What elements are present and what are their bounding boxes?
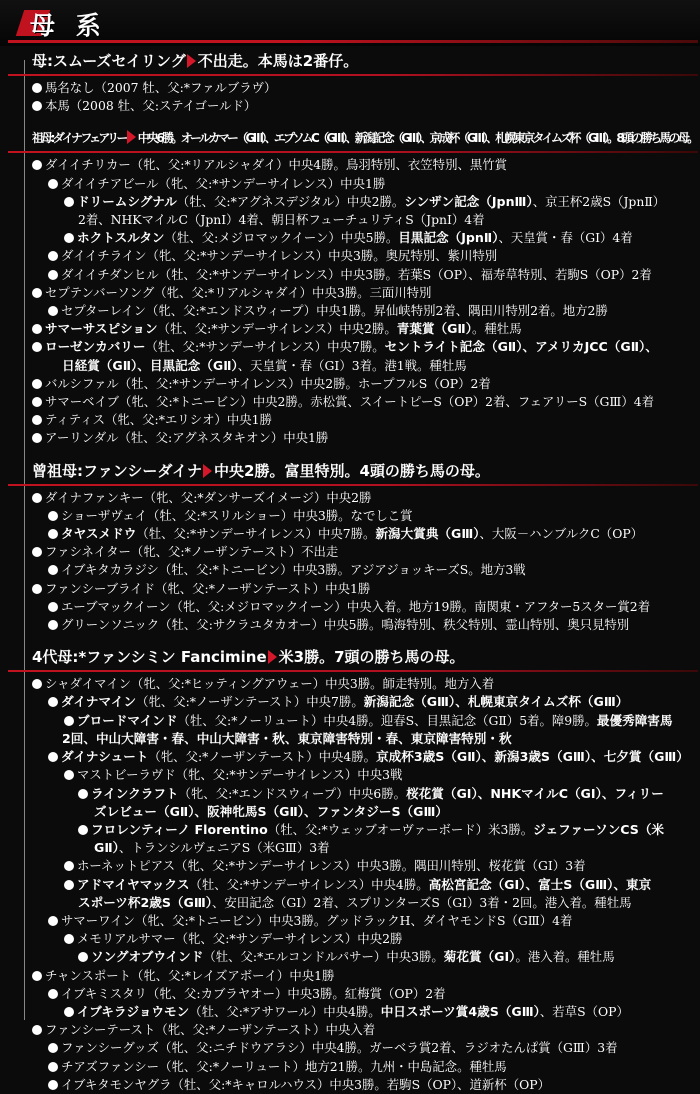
bullet-icon (64, 197, 74, 207)
dam-summary: 米3勝。7頭の勝ち馬の母。 (278, 648, 465, 667)
horse-detail: （牡、父:*スリルショー）中央3勝。なでしこ賞 (147, 507, 413, 523)
section-divider (8, 74, 698, 76)
horse-name: イブキラジョウモン (77, 1003, 190, 1019)
highlight-text: ジェファーソンCS（米 (533, 821, 665, 837)
horse-name: ダイイチダンヒル (61, 266, 159, 282)
horse-detail: 、若草S（OP） (539, 1003, 629, 1019)
horse-detail: （牝、父:*レイズアボーイ）中央1勝 (131, 967, 335, 983)
horse-detail: 、トランシルヴェニアS（米GⅢ）3着 (118, 840, 330, 856)
bullet-icon (48, 697, 58, 707)
horse-name: イブキタモンヤグラ (61, 1076, 172, 1092)
bullet-icon (48, 602, 58, 612)
horse-name: ファンシーテースト (45, 1022, 156, 1038)
section-header (32, 644, 698, 670)
list-item (26, 79, 698, 97)
horse-detail: 2着、NHKマイルC（JpnⅠ）4着、朝日杯フューチュリティS（JpnⅠ）4着 (78, 212, 485, 228)
list-item (26, 839, 698, 857)
horse-detail: 本馬（2008 牡、父:ステイゴールド） (45, 98, 257, 114)
list-item (26, 1039, 698, 1057)
horse-name: ダイナファンキー (45, 489, 144, 505)
horse-detail: 、大阪－ハンブルクC（OP） (479, 526, 644, 542)
list-item (26, 598, 698, 616)
horse-detail: （牡、父:*トニービン）中央3勝。アジアジョッキーズS。地方3戦 (158, 562, 526, 578)
highlight-text: 目黒記念（JpnⅡ） (398, 230, 499, 246)
bullet-icon (32, 493, 42, 503)
horse-name: マストビーラヴド (77, 767, 176, 783)
bullet-icon (48, 989, 58, 999)
list-item (26, 876, 698, 894)
horse-detail: （牝、父:*リアルシャダイ）中央4勝。鳥羽特別、衣笠特別、黒竹賞 (130, 157, 508, 173)
bullet-icon (32, 397, 42, 407)
pedigree-section (26, 458, 698, 645)
dam-summary: 中央6勝。オールカマー（GⅢ）、エプソムC（GⅢ）、新潟記念（GⅢ）、京成杯（GⅢ）、札幌東京タイムズ杯（GⅢ）。8頭の勝ち馬の母。 (137, 131, 697, 146)
list-item (26, 948, 698, 966)
bullet-icon (32, 288, 42, 298)
horse-detail: （牡、父:*サンデーサイレンス）中央7勝。 (136, 526, 376, 542)
horse-name: ファンシーブライド (45, 580, 155, 596)
horse-detail: （牡、父:アグネスタキオン）中央1勝 (118, 430, 329, 446)
triangle-right-icon (127, 130, 136, 144)
bullet-icon (32, 83, 42, 93)
highlight-text: 中日スポーツ賞4歳S（GⅢ） (380, 1003, 540, 1019)
horse-name: ブロードマインド (77, 712, 178, 728)
horse-name: バルシファル (45, 375, 119, 391)
section-divider (8, 670, 698, 672)
horse-detail: （牡、父:*アサワール）中央4勝。 (189, 1003, 381, 1019)
pedigree-section (26, 644, 698, 1094)
horse-detail: 、天皇賞・春（GⅠ）4着 (498, 230, 633, 246)
horse-name: ローゼンカバリー (45, 339, 146, 355)
section-header (32, 125, 698, 151)
highlight-text: 日経賞（GⅡ）、目黒記念（GⅡ） (62, 357, 238, 373)
horse-detail: （牡、父:*アグネスデジタル）中央2勝。 (176, 193, 405, 209)
tree-line (24, 60, 25, 1020)
bullet-icon (64, 770, 74, 780)
highlight-text: スポーツ杯2歳S（GⅢ） (78, 894, 213, 910)
bullet-icon (78, 952, 88, 962)
horse-detail: （牡、父:メジロマックイーン）中央5勝。 (164, 230, 399, 246)
horse-name: チアズファンシー (61, 1058, 160, 1074)
list-item (26, 580, 698, 598)
horse-detail: （牝、父:*ノーリュート）地方21勝。九州・中島記念。種牡馬 (159, 1058, 507, 1074)
horse-detail: （牝、父:*リアルシャダイ）中央3勝。三面川特別 (154, 284, 432, 300)
bullet-icon (32, 160, 42, 170)
pedigree-section (26, 48, 698, 125)
list-item (26, 156, 698, 174)
list-item (26, 730, 698, 748)
list-item (26, 1076, 698, 1094)
horse-detail: （牡、父:*サンデーサイレンス）中央3勝。若葉S（OP）、福寿草特別、若駒S（OP）2着 (158, 266, 652, 282)
horse-detail: （牝、父:*エンドスウィープ）中央1勝。昇仙峡特別2着、隅田川特別2着。地方2勝 (146, 303, 608, 319)
horse-detail: 、京王杯2歳S（JpnⅡ） (532, 193, 666, 209)
horse-name: ホクトスルタン (77, 230, 165, 246)
horse-name: フロレンティーノ Florentino (91, 821, 268, 837)
highlight-text: 京成杯3歳S（GⅡ）、新潟3歳S（GⅢ）、七夕賞（GⅢ） (376, 749, 689, 765)
horse-detail: （牡、父:*ノーリュート）中央4勝。迎春S、目黒記念（GⅡ）5着。障9勝。 (177, 712, 597, 728)
horse-detail: （牝、父:*エンドスウィープ）中央6勝。 (178, 785, 407, 801)
highlight-text: 菊花賞（GⅠ） (443, 949, 516, 965)
horse-detail: 、天皇賞・春（GⅠ）3着。港1戦。種牡馬 (237, 357, 467, 373)
horse-detail: （牝、父:*サンデーサイレンス）中央2勝 (175, 931, 403, 947)
horse-name: ティティス (45, 412, 105, 428)
horse-detail: 馬名なし（2007 牡、父:*ファルブラヴ） (45, 80, 277, 95)
list-item (26, 284, 698, 302)
horse-detail: （牝、父:*ノーザンテースト）中央4勝。 (148, 749, 377, 765)
list-item (26, 193, 698, 211)
highlight-text: 青葉賞（GⅡ） (396, 321, 473, 337)
list-item (26, 525, 698, 543)
bullet-icon (48, 306, 58, 316)
list-item (26, 375, 698, 393)
list-item (26, 1058, 698, 1076)
horse-detail: （牝、父:*エリシオ）中央1勝 (104, 412, 272, 428)
horse-detail: 、安田記念（GⅠ）2着、スプリンターズS（GⅠ）3着・2回。港入着。種牡馬 (212, 894, 632, 910)
bullet-icon (48, 916, 58, 926)
horse-name: セプテンバーソング (45, 284, 155, 300)
bullet-icon (64, 233, 74, 243)
list-item (26, 561, 698, 579)
bullet-icon (48, 1080, 58, 1090)
bullet-icon (32, 584, 42, 594)
dam-name: 4代母:*ファンシミン Fancimine (32, 648, 267, 667)
bullet-icon (48, 1043, 58, 1053)
list-item (26, 912, 698, 930)
highlight-text: 新潟記念（GⅢ）、札幌東京タイムズ杯（GⅢ） (363, 694, 629, 710)
list-item (26, 357, 698, 375)
horse-detail: （牡、父:*ウェッブオーヴァーボード）米3勝。 (267, 821, 534, 837)
horse-detail: （牡、父:サクラユタカオー）中央5勝。鳴海特別、秩父特別、霊山特別、奥只見特別 (159, 617, 630, 633)
bullet-icon (48, 620, 58, 630)
horse-detail: （牝、父:*サンデーサイレンス）中央3勝。隅田川特別、桜花賞（GⅠ）3着 (175, 858, 586, 874)
bullet-icon (48, 1062, 58, 1072)
section-gap (26, 115, 698, 125)
horse-name: エーブマックイーン (61, 598, 171, 614)
bullet-icon (78, 789, 88, 799)
horse-detail: （牝、父:*トニービン）中央3勝。グッドラックH、ダイヤモンドS（GⅢ）4着 (134, 912, 573, 928)
bullet-icon (48, 251, 58, 261)
horse-detail: （牝、父:*ノーザンテースト）不出走 (130, 544, 339, 560)
horse-name: イブキミスタリ (61, 985, 147, 1001)
horse-name: ダイナマイン (61, 694, 137, 710)
section-gap (26, 448, 698, 458)
list-item (26, 1021, 698, 1039)
bullet-icon (48, 179, 58, 189)
bullet-icon (48, 270, 58, 280)
list-item (26, 302, 698, 320)
bullet-icon (48, 752, 58, 762)
bullet-icon (32, 1025, 42, 1035)
horse-detail: （牝、父:*ヒッティングアウェー）中央3勝。師走特別。地方入着 (131, 676, 495, 692)
title-bar (0, 0, 700, 46)
horse-name: ダイイチアビール (61, 175, 159, 191)
bullet-icon (32, 101, 42, 111)
bullet-icon (64, 880, 74, 890)
horse-detail: （牝、父:*ダンサーズイメージ）中央2勝 (143, 489, 372, 505)
horse-name: セプターレイン (61, 303, 146, 319)
bullet-icon (64, 861, 74, 871)
bullet-icon (32, 342, 42, 352)
horse-name: イブキタカラジシ (61, 562, 159, 578)
page-title: 母 系 (30, 11, 107, 40)
list-item (26, 97, 698, 115)
list-item (26, 429, 698, 447)
horse-detail: （牡、父:*サンデーサイレンス）中央4勝。 (189, 876, 429, 892)
horse-name: ファンシーグッズ (61, 1040, 159, 1056)
horse-name: ショーザヴェイ (61, 507, 147, 523)
horse-detail: （牝、父:*ノーザンテースト）中央入着 (155, 1022, 376, 1038)
horse-detail: （牡、父:*キャロルハウス）中央3勝。若駒S（OP）、道新杯（OP） (171, 1076, 550, 1092)
highlight-text: 高松宮記念（GⅠ）、富士S（GⅢ）、東京 (428, 876, 652, 892)
horse-name: ダイナシュート (61, 749, 149, 765)
bullet-icon (32, 379, 42, 389)
horse-name: メモリアルサマー (77, 931, 176, 947)
dam-summary: 中央2勝。富里特別。4頭の勝ち馬の母。 (214, 461, 490, 480)
section-gap (26, 634, 698, 644)
triangle-right-icon (187, 54, 196, 68)
list-item (26, 543, 698, 561)
list-item (26, 894, 698, 912)
horse-name: シャダイマイン (45, 676, 131, 692)
bullet-icon (32, 415, 42, 425)
horse-name: アドマイヤマックス (77, 876, 190, 892)
horse-detail: （牝、父:*ノーザンテースト）中央1勝 (154, 580, 371, 596)
horse-detail: （牝、父:*トニービン）中央2勝。赤松賞、スイートピーS（OP）2着、フェアリーS（GⅢ）4着 (118, 394, 655, 410)
bullet-icon (32, 971, 42, 981)
horse-detail: （牝、父:*サンデーサイレンス）中央1勝 (158, 175, 386, 191)
list-item (26, 930, 698, 948)
list-item (26, 489, 698, 507)
list-item (26, 211, 698, 229)
list-item (26, 1003, 698, 1021)
section-header (32, 458, 698, 484)
bullet-icon (64, 716, 74, 726)
bullet-icon (48, 511, 58, 521)
list-item (26, 821, 698, 839)
list-item (26, 411, 698, 429)
list-item (26, 985, 698, 1003)
bullet-icon (32, 433, 42, 443)
highlight-text: ズレビュー（GⅡ）、阪神牝馬S（GⅡ）、ファンタジーS（GⅢ） (94, 803, 448, 819)
horse-detail: （牝、父:*サンデーサイレンス）中央3戦 (175, 767, 403, 783)
horse-name: ドリームシグナル (77, 193, 177, 209)
list-item (26, 320, 698, 338)
list-item (26, 175, 698, 193)
horse-name: グリーンソニック (61, 617, 160, 633)
list-item (26, 785, 698, 803)
horse-name: ダイイチライン (61, 248, 147, 264)
horse-name: ダイイチリカー (45, 157, 131, 173)
horse-name: サマーワイン (61, 912, 135, 928)
list-item (26, 266, 698, 284)
pedigree-section (26, 125, 698, 457)
horse-name: ラインクラフト (91, 785, 179, 801)
highlight-text: セントライト記念（GⅡ）、アメリカJCC（GⅡ）、 (384, 339, 658, 355)
horse-detail: （牝、父:*ノーザンテースト）中央7勝。 (136, 694, 364, 710)
highlight-text: 桜花賞（GⅠ）、NHKマイルC（GⅠ）、フィリー (406, 785, 664, 801)
horse-name: ホーネットピアス (77, 858, 176, 874)
list-item (26, 803, 698, 821)
horse-name: チャンスポート (45, 967, 131, 983)
list-item (26, 712, 698, 730)
horse-detail: （牝、父:カブラヤオー）中央3勝。紅梅賞（OP）2着 (146, 985, 446, 1001)
highlight-text: GⅡ） (94, 840, 119, 856)
section-header (32, 48, 698, 74)
horse-detail: （牡、父:*サンデーサイレンス）中央2勝。ホープフルS（OP）2着 (118, 375, 491, 391)
list-item (26, 507, 698, 525)
list-item (26, 247, 698, 265)
horse-detail: （牡、父:*エルコンドルパサー）中央3勝。 (203, 949, 444, 965)
section-divider (8, 484, 698, 486)
horse-name: アーリンダル (45, 430, 119, 446)
list-item (26, 229, 698, 247)
dam-name: 母:スムーズセイリング (32, 52, 186, 70)
bullet-icon (32, 547, 42, 557)
list-item (26, 857, 698, 875)
horse-detail: （牡、父:*サンデーサイレンス）中央7勝。 (145, 339, 385, 355)
horse-detail: （牡、父:*サンデーサイレンス）中央2勝。 (157, 321, 397, 337)
triangle-right-icon (203, 464, 212, 478)
dam-summary: 不出走。本馬は2番仔。 (197, 52, 359, 70)
bullet-icon (64, 934, 74, 944)
horse-name: サマーサスピション (45, 321, 158, 337)
title-underline (8, 40, 698, 43)
bullet-icon (64, 1007, 74, 1017)
horse-name: タヤスメドウ (61, 526, 137, 542)
highlight-text: シンザン記念（JpnⅢ） (404, 193, 533, 209)
highlight-text: 新潟大賞典（GⅢ） (375, 526, 480, 542)
bullet-icon (32, 679, 42, 689)
horse-detail: （牝、父:メジロマックイーン）中央入着。地方19勝。南関東・アフター5スター賞2着 (170, 598, 651, 614)
list-item (26, 338, 698, 356)
list-item (26, 616, 698, 634)
horse-detail: 。種牡馬 (472, 321, 522, 337)
triangle-right-icon (268, 650, 277, 664)
dam-name: 曾祖母:ファンシーダイナ (32, 461, 203, 480)
horse-name: サマーベイブ (45, 394, 119, 410)
bullet-icon (48, 529, 58, 539)
horse-detail: （牝、父:ニチドウアラシ）中央4勝。ガーベラ賞2着、ラジオたんぱ賞（GⅢ）3着 (158, 1040, 618, 1056)
horse-name: ファシネイター (45, 544, 131, 560)
list-item (26, 766, 698, 784)
horse-name: ソングオブウインド (91, 949, 204, 965)
section-divider (8, 151, 698, 153)
horse-detail: 。港入着。種牡馬 (515, 949, 615, 965)
bullet-icon (32, 324, 42, 334)
dam-name: 祖母:ダイナフェアリー (32, 131, 126, 146)
horse-detail: （牝、父:*サンデーサイレンス）中央3勝。奥尻特別、紫川特別 (146, 248, 498, 264)
bullet-icon (48, 565, 58, 575)
list-item (26, 393, 698, 411)
highlight-text: 最優秀障害馬 (596, 712, 673, 728)
highlight-text: 2回、中山大障害・春、中山大障害・秋、東京障害特別・春、東京障害特別・秋 (62, 730, 512, 746)
list-item (26, 967, 698, 985)
list-item (26, 693, 698, 711)
list-item (26, 748, 698, 766)
list-item (26, 675, 698, 693)
pedigree-content (26, 48, 698, 1094)
bullet-icon (78, 825, 88, 835)
